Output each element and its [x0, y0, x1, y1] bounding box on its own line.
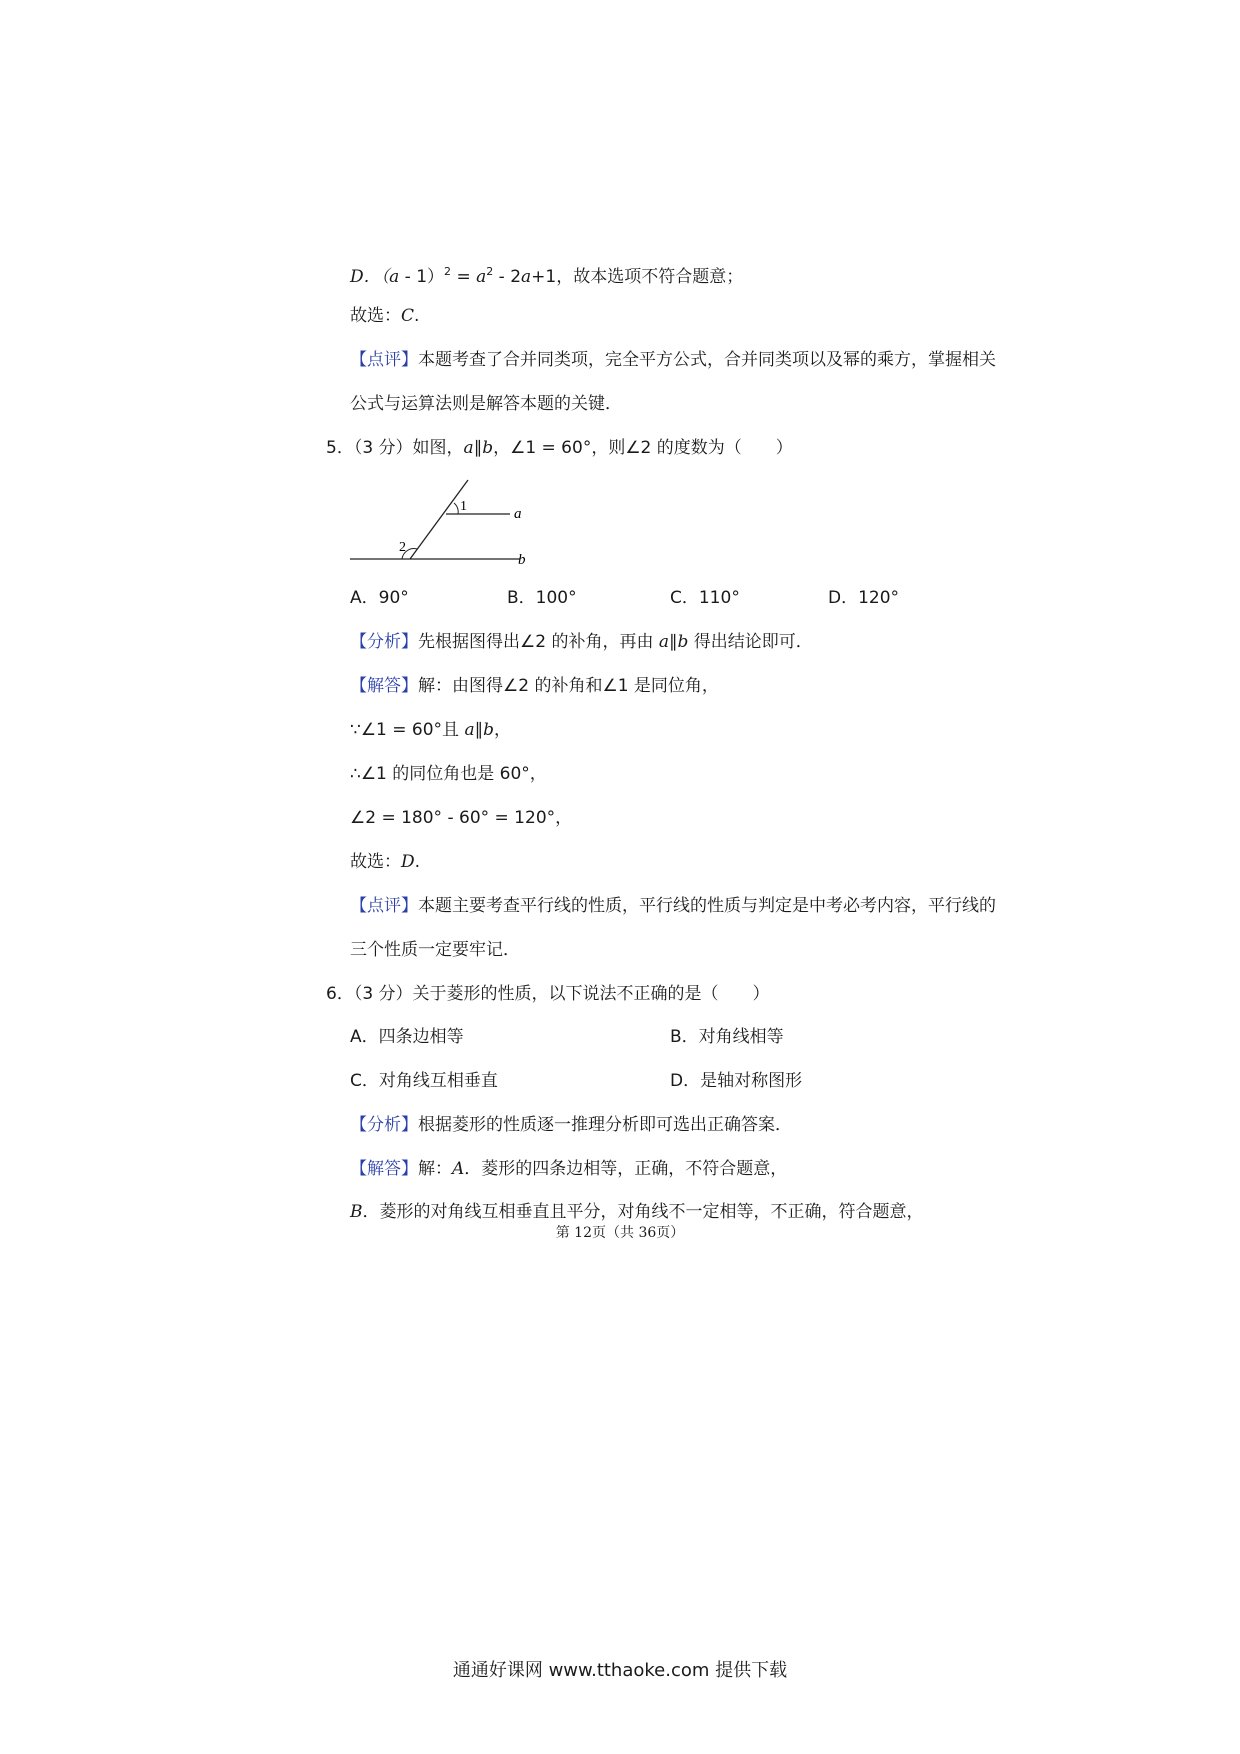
review-5-cont: 三个性质一定要牢记． — [350, 940, 520, 960]
text: 故选： — [350, 306, 401, 326]
text: ．菱形的对角线互相垂直且平分，对角线不一定相等，不正确，符合题意， — [362, 1202, 924, 1222]
text: 解： — [418, 1159, 452, 1179]
analysis-5 — [350, 630, 813, 654]
text: . — [414, 306, 420, 326]
solution-tag: 【解答】 — [350, 676, 418, 696]
review-1-cont — [350, 392, 622, 416]
var-a: a — [463, 438, 474, 458]
review-tag: 【点评】 — [350, 896, 418, 916]
review-1 — [350, 348, 996, 372]
analysis-tag: 【分析】 — [350, 1115, 418, 1135]
q5-option-d: D．120° — [828, 588, 900, 608]
q6-option-b: B．对角线相等 — [670, 1027, 784, 1047]
text: 故选： — [350, 852, 401, 872]
analysis-tag: 【分析】 — [350, 632, 418, 652]
solution-6 — [350, 1157, 787, 1181]
choose-answer-c — [350, 304, 419, 328]
answer-letter: C — [401, 306, 415, 326]
q6-option-c: C．对角线互相垂直 — [350, 1071, 498, 1091]
angle-1-arc — [454, 503, 458, 514]
solution-6-b — [350, 1200, 924, 1224]
review-5 — [350, 894, 996, 918]
var-a: a — [658, 632, 670, 652]
text: - 2 — [493, 267, 522, 287]
exponent: 2 — [486, 265, 494, 278]
q6-option-a: A．四条边相等 — [350, 1027, 464, 1047]
text: ，∠1 = 60°，则∠2 的度数为（ ） — [493, 438, 793, 458]
solution-5-step-1 — [350, 718, 511, 742]
text: 得出结论即可． — [688, 632, 813, 652]
parallel-symbol: ∥ — [474, 720, 484, 740]
label-b: b — [518, 552, 526, 568]
option-d-letter: D．（ — [350, 267, 390, 287]
review-text: 本题主要考查平行线的性质，平行线的性质与判定是中考必考内容，平行线的 — [418, 896, 996, 916]
parallel-symbol: ∥ — [473, 438, 483, 458]
option-letter: A — [452, 1159, 465, 1179]
q5-option-a: A．90° — [350, 588, 409, 608]
site-footer: 通通好课网 www.tthaoke.com 提供下载 — [452, 1660, 788, 1681]
var-b: b — [483, 720, 494, 740]
var-b: b — [482, 438, 494, 458]
text: 根据菱形的性质逐一推理分析即可选出正确答案． — [418, 1115, 792, 1135]
text: . — [414, 852, 421, 872]
q5-option-b: B．100° — [507, 588, 577, 608]
label-2: 2 — [399, 540, 406, 555]
var-a: a — [521, 267, 532, 287]
label-1: 1 — [460, 499, 467, 514]
solution-5-step-3: ∠2 = 180° - 60° = 120°， — [350, 808, 573, 828]
review-tag: 【点评】 — [350, 350, 418, 370]
solution-5-step-2: ∴∠1 的同位角也是 60°， — [350, 764, 547, 784]
question-5-stem — [326, 436, 793, 460]
label-a: a — [514, 506, 522, 522]
text: = — [451, 267, 477, 287]
solution-5 — [350, 674, 719, 698]
q5-option-c: C．110° — [670, 588, 740, 608]
option-letter: B — [350, 1202, 363, 1222]
text: ， — [494, 720, 511, 740]
parallel-lines-figure — [350, 474, 550, 574]
answer-letter: D — [401, 852, 415, 872]
var-b: b — [677, 632, 689, 652]
text: +1，故本选项不符合题意； — [531, 267, 744, 287]
text: 解：由图得∠2 的补角和∠1 是同位角， — [418, 676, 719, 696]
var-a: a — [389, 267, 400, 287]
text: 先根据图得出∠2 的补角，再由 — [418, 632, 659, 652]
text: ∵∠1 = 60°且 — [350, 720, 465, 740]
transversal — [410, 480, 468, 559]
q6-option-d: D．是轴对称图形 — [670, 1071, 803, 1091]
solution-tag: 【解答】 — [350, 1159, 418, 1179]
exponent: 2 — [444, 265, 452, 278]
review-text: 本题考查了合并同类项，完全平方公式，合并同类项以及幂的乘方，掌握相关 — [418, 350, 996, 370]
text: - 1） — [399, 267, 445, 287]
review-text: 公式与运算法则是解答本题的关键． — [350, 394, 622, 414]
parallel-symbol: ∥ — [669, 632, 678, 652]
question-6-stem: 6．（3 分）关于菱形的性质，以下说法不正确的是（ ） — [326, 984, 770, 1004]
var-a: a — [476, 267, 487, 287]
text: ．菱形的四条边相等，正确，不符合题意， — [464, 1159, 788, 1179]
option-d-explanation — [350, 260, 743, 289]
text: 5．（3 分）如图， — [326, 438, 464, 458]
choose-answer-d — [350, 850, 420, 874]
var-a: a — [464, 720, 475, 740]
page-number: 第 12页（共 36页） — [555, 1225, 685, 1241]
analysis-6 — [350, 1113, 792, 1137]
